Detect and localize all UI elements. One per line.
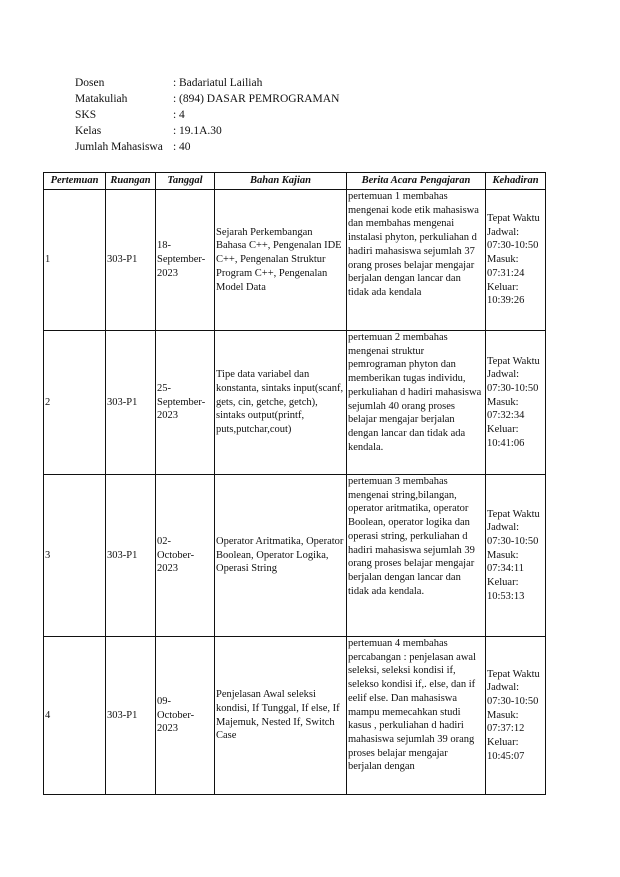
matakuliah-label: Matakuliah [75, 93, 128, 105]
col-header-kehadiran: Kehadiran [486, 173, 546, 190]
berita-acara-cell: pertemuan 1 membahas mengenai kode etik mahasiswa dan membahas mengenai instalasi phyton, perkuliahan d hadiri mahasiswa sejumlah 37 orang proses belajar mengajar berjalan dengan lancar dan tidak ada kendala [347, 190, 486, 331]
pertemuan-cell: 1 [44, 190, 106, 331]
separator: : [173, 77, 177, 89]
kehadiran-cell: Tepat Waktu Jadwal: 07:30-10:50 Masuk: 07:31:24 Keluar: 10:39:26 [486, 190, 546, 331]
pertemuan-cell: 2 [44, 331, 106, 475]
dosen-value: Badariatul Lailiah [179, 77, 263, 89]
dosen-row [75, 75, 339, 91]
tanggal-cell [156, 190, 215, 331]
bahan-kajian-cell: Operator Aritmatika, Operator Boolean, Operator Logika, Operasi String [215, 475, 347, 637]
separator: : [173, 109, 177, 121]
table-row [44, 475, 546, 637]
col-header-tanggal: Tanggal [156, 173, 215, 190]
bahan-kajian-cell: Sejarah Perkembangan Bahasa C++, Pengenalan IDE C++, Pengenalan Struktur Program C++, Pengenalan Model Data [215, 190, 347, 331]
sks-value: 4 [179, 109, 185, 121]
berita-acara-cell: pertemuan 2 membahas mengenai struktur pemrograman phyton dan memberikan tugas individu, perkuliahan d hadiri mahasiswa sejumlah 40 orang proses belajar mengajar berjalan dengan lancar dan tidak ada kendala. [347, 331, 486, 475]
teaching-log-table [43, 172, 546, 795]
bahan-kajian-cell: Tipe data variabel dan konstanta, sintaks input(scanf, gets, cin, getche, getch), sintaks output(printf, puts,putchar,cout) [215, 331, 347, 475]
course-info [75, 75, 339, 155]
ruangan-cell: 303-P1 [106, 331, 156, 475]
sks-label: SKS [75, 109, 97, 121]
tanggal-text: 02- October- 2023 [157, 535, 195, 575]
tanggal-text: 25- September- 2023 [157, 382, 206, 422]
jumlah-row [75, 139, 339, 155]
col-header-bahan-kajian: Bahan Kajian [215, 173, 347, 190]
pertemuan-cell: 4 [44, 637, 106, 795]
bahan-kajian-cell: Penjelasan Awal seleksi kondisi, If Tunggal, If else, If Majemuk, Nested If, Switch Case [215, 637, 347, 795]
tanggal-cell [156, 475, 215, 637]
kehadiran-cell: Tepat Waktu Jadwal: 07:30-10:50 Masuk: 07:32:34 Keluar: 10:41:06 [486, 331, 546, 475]
table-row [44, 637, 546, 795]
berita-acara-cell: pertemuan 4 membahas percabangan : penjelasan awal seleksi, seleksi kondisi if, selekso kondisi if,. else, dan if eelif else. Dan mahasiswa mampu memecahkan studi kasus , perkuliahan d hadiri mahasiswa sejumlah 39 orang proses belajar mengajar berjalan dengan [347, 637, 486, 795]
table-row [44, 190, 546, 331]
matakuliah-row [75, 91, 339, 107]
jumlah-value: 40 [179, 141, 191, 153]
sks-row [75, 107, 339, 123]
tanggal-cell [156, 637, 215, 795]
jumlah-label: Jumlah Mahasiswa [75, 141, 163, 153]
kelas-row [75, 123, 339, 139]
table-row [44, 331, 546, 475]
separator: : [173, 125, 177, 137]
col-header-berita-acara: Berita Acara Pengajaran [347, 173, 486, 190]
ruangan-cell: 303-P1 [106, 637, 156, 795]
berita-acara-cell: pertemuan 3 membahas mengenai string,bilangan, operator aritmatika, operator Boolean, operator logika dan operasi string, perkuliahan d hadiri mahasiswa sejumlah 39 orang proses belajar mengajar berjalan dengan lancar dan tidak ada kendala. [347, 475, 486, 637]
separator: : [173, 141, 177, 153]
matakuliah-value: (894) DASAR PEMROGRAMAN [179, 93, 340, 105]
kehadiran-cell: Tepat Waktu Jadwal: 07:30-10:50 Masuk: 07:34:11 Keluar: 10:53:13 [486, 475, 546, 637]
kehadiran-cell: Tepat Waktu Jadwal: 07:30-10:50 Masuk: 07:37:12 Keluar: 10:45:07 [486, 637, 546, 795]
table-header-row [44, 173, 546, 190]
ruangan-cell: 303-P1 [106, 475, 156, 637]
dosen-label: Dosen [75, 77, 105, 89]
col-header-ruangan: Ruangan [106, 173, 156, 190]
tanggal-cell [156, 331, 215, 475]
kelas-label: Kelas [75, 125, 102, 137]
separator: : [173, 93, 177, 105]
col-header-pertemuan: Pertemuan [44, 173, 106, 190]
pertemuan-cell: 3 [44, 475, 106, 637]
kelas-value: 19.1A.30 [179, 125, 222, 137]
tanggal-text: 18- September- 2023 [157, 240, 206, 279]
tanggal-text: 09- October- 2023 [157, 695, 195, 735]
ruangan-cell: 303-P1 [106, 190, 156, 331]
